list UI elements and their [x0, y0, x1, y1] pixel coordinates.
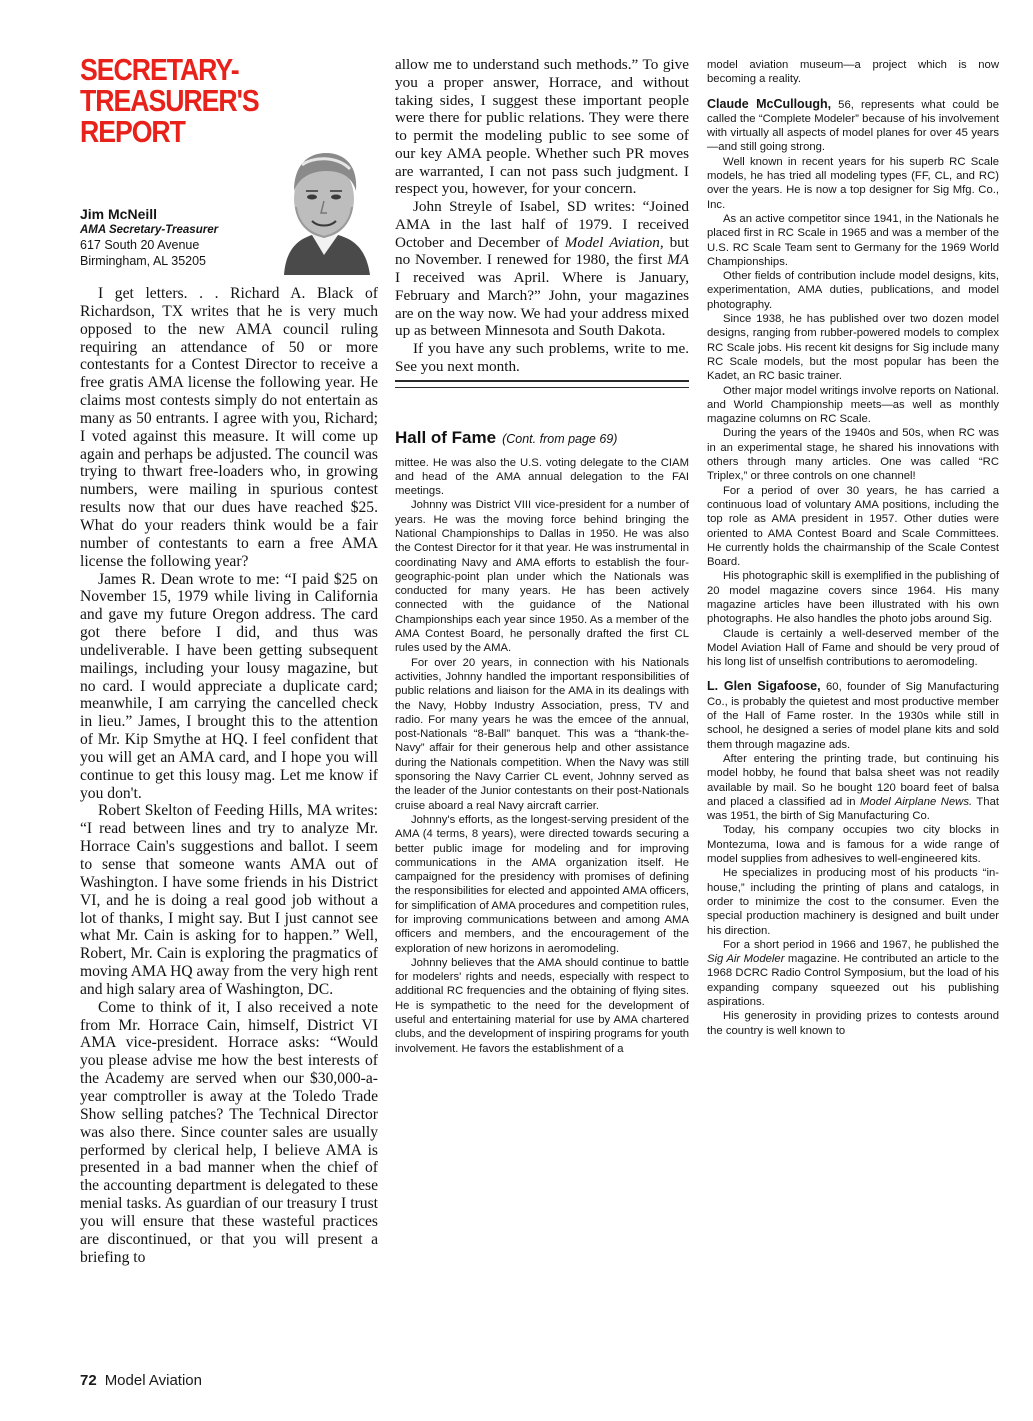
text-run: but no November. I renewed for 1980, the first [395, 233, 689, 269]
column-left [80, 54, 378, 1266]
magazine-title: Model Aviation [104, 1372, 202, 1389]
paragraph [707, 938, 999, 1009]
text-run: magazine. He contributed an article to the 1968 DCRC Radio Control Symposium, but the load of his expanding company squeezed out his publishing aspirations. [707, 953, 999, 1008]
paragraph: Robert Skelton of Feeding Hills, MA writes: “I read between lines and try to analyze Mr. Horrace Cain's suggestions and ballot. I seem to sense that someone wants AMA out of Washington. I have some friends in his District VI, and he is doing a real good job without a lot of thanks, I might say. But I just cannot see what Mr. Cain is asking for to happen.” Well, Robert, Mr. Cain is exploring the pragmatics of moving AMA HQ away from the very high rent and high salary area of Washington, DC. [80, 802, 378, 998]
paragraph: allow me to understand such methods.” To give you a proper answer, Horrace, and without taking sides, I suggest these important people were there for public relations. They were there to permit the modeling public to see some of our key AMA people. Whether such PR moves are warranted, I can not pass such judgment. I respect you, however, for your concern. [395, 56, 689, 198]
paragraph: I get letters. . . Richard A. Black of Richardson, TX writes that he is very much opposed to the new AMA council ruling requiring an attendance of 50 or more contestants for a Contest Director to receive a free gratis AMA license the following year. He claims most contests simply do not entertain as many as 50 entrants. I agree with you, Richard; I voted against this measure. It will come up again and perhaps be adjusted. The council was trying to thwart free-loaders who, in growing numbers, were mailing in spurious contest results now that our dues have reached $25. What do your readers think would be a fair number of contestants to earn a free AMA license the following year? [80, 285, 378, 570]
paragraph: Johnny was District VIII vice-president for a number of years. He was the moving force behind bringing the National Championships to Dallas in 1950. He was also the Contest Director for it that year. He was instrumental in coordinating Navy and AMA efforts to establish the four-geographic-point plan under which the Nationals was conducted for many years. He has been actively connected with the guidance of the National Championships each year since 1950. As a member of the AMA Contest Board, he personally drafted the first CL rules used by the AMA. [395, 499, 689, 655]
magazine-name: Model Airplane News. [860, 795, 973, 808]
paragraph: Come to think of it, I also received a note from Mr. Horrace Cain, himself, District VI AMA vice-president. Horrace asks: “Would you please advise me how the best interests of the Academy are served when our $30,000-a-year comptroller is away at the Toledo Trade Show selling patches? The Technical Director was also there. Since counter sales are usually performed by clerical help, I believe AMA is presented in a bad manner when the chief of the accounting department is delegated to these menial tasks. As guardian of our treasury I trust you will ensure that these wasteful practices are discontinued, or that you will present a briefing to [80, 998, 378, 1266]
section-divider [395, 380, 689, 388]
text-run: 56, represents what could be called the “Complete Modeler” because of his involvement with virtually all aspects of model planes for over 45 years—and still going strong. [707, 98, 999, 154]
magazine-abbrev: MA [667, 251, 689, 269]
text-run: 60, founder of Sig Manufacturing Co., is probably the quietest and most productive member of the Hall of Fame roster. In the 1930s while still in school, he designed a series of model plane kits and sold them through magazine ads. [707, 681, 999, 751]
text-run: John Streyle of Isabel, SD writes: “Joined AMA in the last half of 1979. I received October and December of [395, 198, 689, 251]
inductee-name: L. Glen Sigafoose, [707, 679, 821, 694]
left-column-body [80, 285, 378, 1266]
magazine-name: Sig Air Modeler [707, 953, 785, 966]
author-info [80, 207, 218, 269]
paragraph [707, 97, 999, 155]
title-line-1: SECRETARY-TREASURER'S [80, 52, 259, 118]
paragraph: If you have any such problems, write to me. See you next month. [395, 340, 689, 375]
paragraph: Claude is certainly a well-deserved member of the Model Aviation Hall of Fame and should be very proud of his long list of unselfish contributions to aeromodeling. [707, 627, 999, 669]
inductee-name: Claude McCullough, [707, 96, 832, 111]
paragraph: He specializes in producing most of his products “in-house,” including the printing of plans and catalogs, in order to minimize the cost to the consumer. Even the special production machinery is designed and built under his direction. [707, 867, 999, 937]
paragraph: His generosity in providing prizes to contests around the country is well known to [707, 1010, 999, 1037]
text-run: After entering the printing trade, but continuing his model hobby, he found that balsa sheet was not readily available by mail. So he bought 120 board feet of balsa and placed a classified ad in [707, 752, 999, 808]
paragraph [707, 752, 999, 823]
paragraph: James R. Dean wrote to me: “I paid $25 on November 15, 1979 while living in California and gave my future Oregon address. The card got there before I did, and thus was undeliverable. I have been getting subsequent mailings, including your lousy magazine, but no card. I would appreciate a duplicate card; meanwhile, I am carrying the cancelled check in lieu.” James, I brought this to the attention of Mr. Kip Smythe at HQ. I feel confident that you will get an AMA card, and I hope you will continue to get this lousy mag. Let me know if you don't. [80, 570, 378, 802]
magazine-name: Model Aviation, [564, 233, 664, 251]
text-run: That was 1951, the birth of Sig Manufacturing Co. [707, 795, 999, 823]
paragraph: Since 1938, he has published over two dozen model designs, ranging from rubber-powered models to complex RC Scale jobs. His recent kit designs for Sig include many RC Scale models, but the most popular has been the Kadet, an RC basic trainer. [707, 313, 999, 383]
text-run: For a short period in 1966 and 1967, he published the [723, 938, 999, 951]
paragraph: For over 20 years, in connection with his Nationals activities, Johnny handled the important responsibilities of public relations and liaison for the AMA in its dealings with the Navy, Hobby Industry Association, press, TV and radio. For many years he was the emcee of the annual, post-Nationals “8-Ball” banquet. This was a “thank-the-Navy” affair for their generous help and other assistance during the Nationals competition. When the Navy was still sponsoring the Navy Carrier CL event, Johnny served as the leader of the Junior contestants on their post-Nationals cruise aboard a real Navy aircraft carrier. [395, 656, 689, 812]
hall-of-fame-heading [395, 428, 689, 448]
paragraph: Other major model writings involve reports on National. and World Championship meets—as well as monthly magazine columns on RC Scale. [707, 384, 999, 426]
author-address-line-2: Birmingham, AL 35205 [80, 253, 207, 268]
title-line-2: REPORT [80, 114, 185, 149]
text-run: I received was April. Where is January, February and March?” John, your magazines are on the way now. We had your address mixed up as between Minnesota and South Dakota. [395, 269, 689, 340]
article-title [80, 54, 381, 147]
page-number: 72 [80, 1372, 97, 1389]
page-footer [80, 1372, 202, 1389]
column-middle [395, 56, 689, 1056]
column-right [707, 58, 999, 1038]
paragraph [395, 198, 689, 340]
paragraph: During the years of the 1940s and 50s, when RC was in an experimental stage, he shared his innovations with others through many articles. One was called “RC Triplex,” or three controls on one channel! [707, 427, 999, 483]
author-role: AMA Secretary-Treasurer [80, 223, 219, 236]
continued-from-note: (Cont. from page 69) [502, 431, 618, 446]
hall-of-fame-title: Hall of Fame [395, 427, 497, 447]
paragraph: As an active competitor since 1941, in the Nationals he placed first in RC Scale in 1965 and was a member of the U.S. RC Scale Team sent to Germany for the 1969 World Championships. [707, 212, 999, 268]
report-continuation [395, 56, 689, 376]
paragraph: Well known in recent years for his superb RC Scale models, he has tried all modeling types (FF, CL, and RC) over the years. He is now a top designer for Sig Mfg. Co., Inc. [707, 155, 999, 211]
paragraph: mittee. He was also the U.S. voting delegate to the CIAM and head of the AMA annual delegation to the FAI meetings. [395, 456, 689, 498]
paragraph: model aviation museum—a project which is now becoming a reality. [707, 59, 999, 86]
author-address-line-1: 617 South 20 Avenue [80, 238, 200, 252]
author-name: Jim McNeill [80, 206, 158, 222]
paragraph: Today, his company occupies two city blocks in Montezuma, Iowa and is famous for a wide range of model supplies from adhesives to well-engineered kits. [707, 824, 999, 866]
paragraph: Johnny's efforts, as the longest-serving president of the AMA (4 terms, 8 years), were directed towards securing a better public image for modeling and for improving communications in the AMA organization itself. He campaigned for the presidency with promises of defining the responsibilities for elected and appointed AMA officers, for simplification of AMA procedures and competition rules, for improving communications between and among AMA officers and members, and the encouragement of the exploration of new horizons in aeromodeling. [395, 813, 689, 955]
hall-of-fame-body [395, 456, 689, 1056]
paragraph [707, 679, 999, 751]
paragraph: His photographic skill is exemplified in the publishing of 20 model magazine covers since 1964. His many magazine articles have been illustrated with his own photographs. He also handles the photo jobs around Sig. [707, 570, 999, 626]
paragraph: Other fields of contribution include model designs, kits, experimentation, AMA duties, publications, and model photography. [707, 270, 999, 311]
author-block [80, 151, 378, 285]
right-column-body [707, 58, 999, 1038]
paragraph: For a period of over 30 years, he has carried a continuous load of voluntary AMA positions, including the top role as AMA president in 1957. Other duties were oriented to AMA Contest Board and Scale Committees. He currently holds the chairmanship of the Scale Contest Board. [707, 484, 999, 569]
author-portrait [266, 147, 384, 275]
paragraph: Johnny believes that the AMA should continue to battle for modelers' rights and needs, especially with respect to additional RC frequencies and the obtaining of flying sites. He is sympathetic to the need for the development of useful and entertaining material for use by AMA chartered clubs, and the development of inspiring programs for youth involvement. He favors the establishment of a [395, 956, 689, 1055]
